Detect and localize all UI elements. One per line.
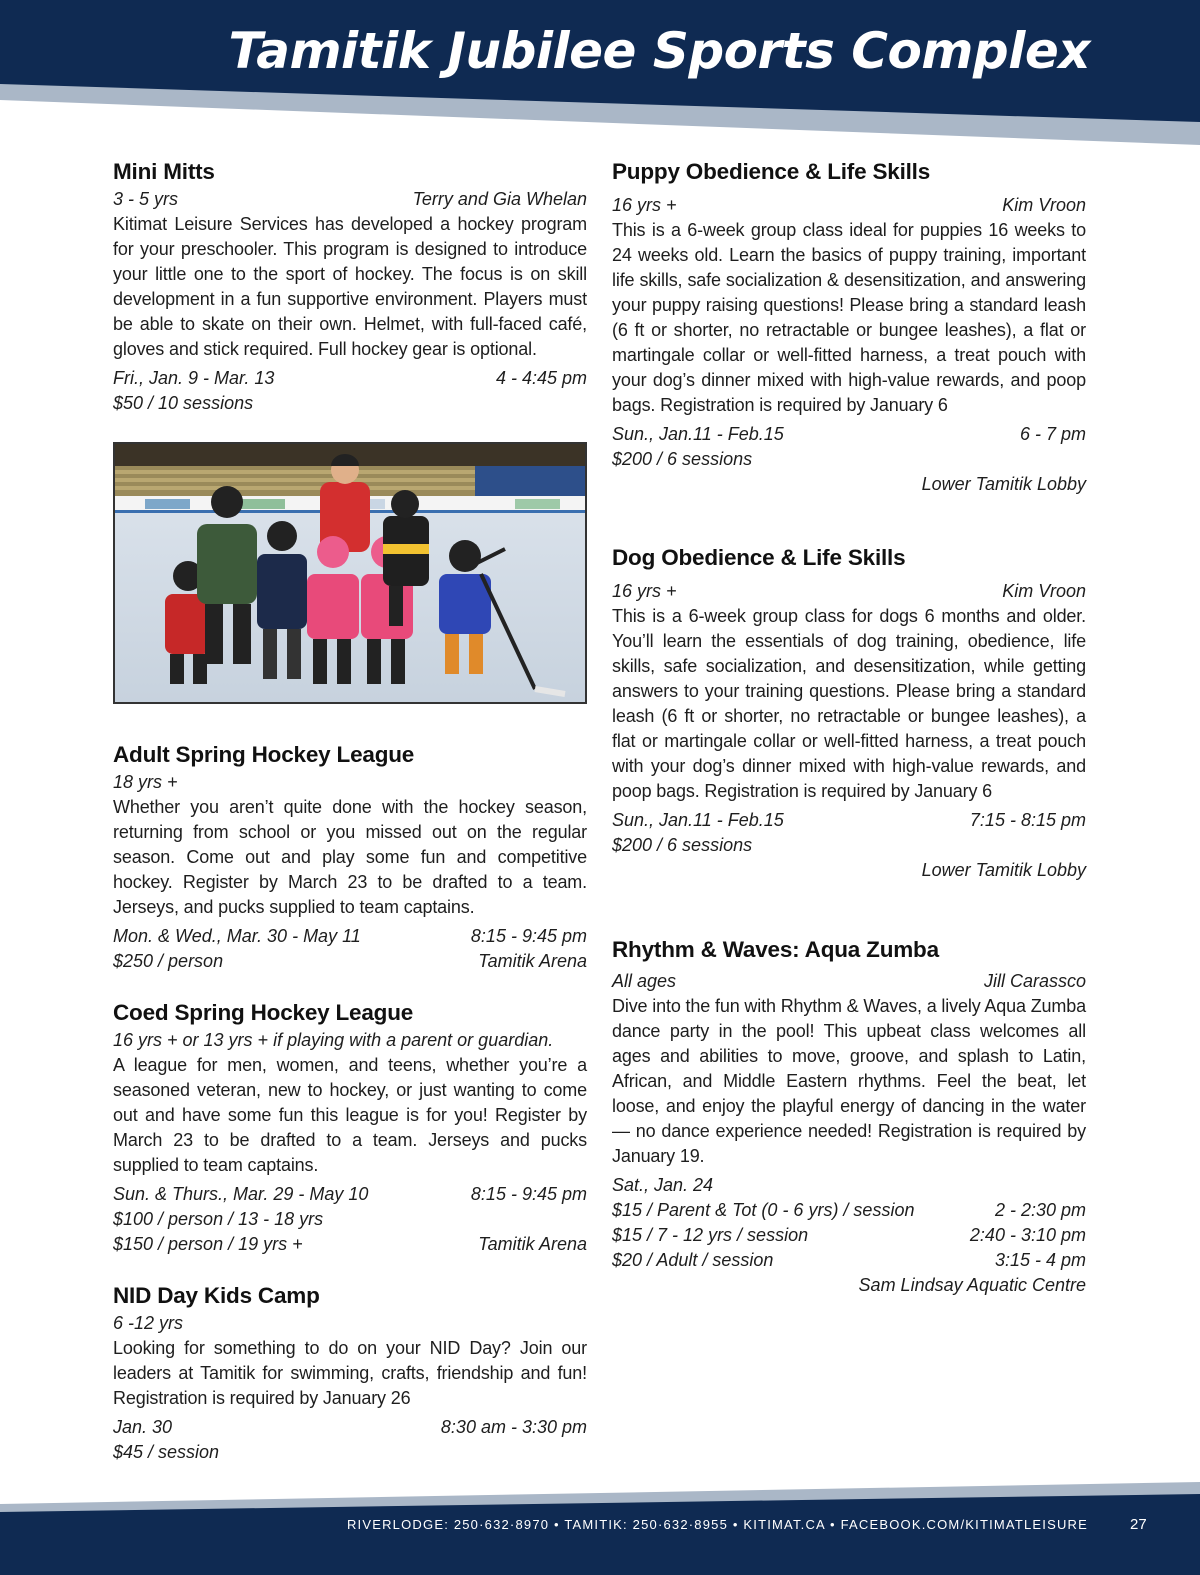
age-range: 18 yrs +: [113, 772, 178, 792]
location-row: [612, 1273, 1086, 1298]
age-instructor-row: [612, 969, 1086, 994]
section-title: Coed Spring Hockey League: [113, 1000, 414, 1025]
description: Looking for something to do on your NID Day? Join our leaders at Tamitik for swimming, crafts, friendship and fun! Registration is required by January 26: [113, 1338, 587, 1408]
price: $150 / person / 19 yrs +: [113, 1234, 303, 1254]
price: $250 / person: [113, 951, 224, 971]
section-title: Rhythm & Waves: Aqua Zumba: [612, 937, 939, 962]
price-time-row: [612, 1198, 1086, 1223]
price-location-row: [113, 1232, 587, 1257]
adult-hockey-section: [113, 740, 587, 974]
location-row: [612, 472, 1086, 497]
schedule-row: [612, 422, 1086, 447]
dates: Jan. 30: [113, 1417, 173, 1437]
time: 8:30 am - 3:30 pm: [440, 1417, 587, 1437]
instructor: Kim Vroon: [1002, 195, 1086, 215]
schedule-row: [113, 1182, 587, 1207]
price: $15 / Parent & Tot (0 - 6 yrs) / session: [612, 1200, 915, 1220]
age-range: All ages: [612, 971, 677, 991]
price: $100 / person / 13 - 18 yrs: [113, 1209, 324, 1229]
description: This is a 6-week group class ideal for puppies 16 weeks to 24 weeks old. Learn the basics of puppy training, important life skills, safe socialization & desensitization, and answering your puppy raising questions! Please bring a standard leash (6 ft or shorter, no retractable or bungee leashes), a flat or martingale collar or well-fitted harness, a treat pouch with your dog’s dinner mixed with high-value rewards, and poop bags. Registration is required by January 6: [612, 220, 1086, 415]
price: $20 / Adult / session: [612, 1250, 774, 1270]
page-title: Tamitik Jubilee Sports Complex: [228, 22, 1090, 80]
coed-hockey-section: [113, 998, 587, 1257]
dates: Sun., Jan.11 - Feb.15: [612, 424, 784, 444]
time: 6 - 7 pm: [1019, 424, 1086, 444]
time: 4 - 4:45 pm: [495, 368, 587, 388]
puppy-obedience-section: [612, 157, 1086, 497]
dates: Sun. & Thurs., Mar. 29 - May 10: [113, 1184, 369, 1204]
page-number: 27: [1130, 1516, 1147, 1533]
mini-mitts-section: [113, 157, 587, 416]
nid-camp-section: [113, 1281, 587, 1465]
age-row: [113, 1028, 587, 1053]
price: $200 / 6 sessions: [612, 835, 753, 855]
section-title: Dog Obedience & Life Skills: [612, 545, 906, 570]
dates: Mon. & Wed., Mar. 30 - May 11: [113, 926, 361, 946]
price-row: [612, 447, 1086, 472]
dog-obedience-section: [612, 543, 1086, 883]
location-row: [612, 858, 1086, 883]
age-range: 3 - 5 yrs: [113, 189, 179, 209]
section-title: Puppy Obedience & Life Skills: [612, 159, 931, 184]
age-instructor-row: [612, 579, 1086, 604]
price-row: [113, 391, 587, 416]
location: Tamitik Arena: [478, 1234, 587, 1254]
hockey-photo-illustration: [115, 444, 585, 702]
price: $15 / 7 - 12 yrs / session: [612, 1225, 809, 1245]
description: Whether you aren’t quite done with the hockey season, returning from school or you missed out on the regular season. Come out and play some fun and competitive hockey. Register by March 23 to be drafted to a team. Jerseys, and pucks supplied to team captains.: [113, 797, 587, 917]
time: 2:40 - 3:10 pm: [969, 1225, 1086, 1245]
section-title: NID Day Kids Camp: [113, 1283, 320, 1308]
age-row: [113, 770, 587, 795]
location: Tamitik Arena: [478, 951, 587, 971]
schedule-row: [612, 1173, 1086, 1198]
instructor: Terry and Gia Whelan: [412, 189, 587, 209]
time: 8:15 - 9:45 pm: [470, 1184, 587, 1204]
schedule-row: [113, 1415, 587, 1440]
instructor: Jill Carassco: [983, 971, 1086, 991]
location: Sam Lindsay Aquatic Centre: [858, 1275, 1086, 1295]
age-range: 6 -12 yrs: [113, 1313, 184, 1333]
age-row: [113, 1311, 587, 1336]
schedule-row: [113, 924, 587, 949]
page-header: [0, 0, 1200, 145]
dates: Sun., Jan.11 - Feb.15: [612, 810, 784, 830]
description: Dive into the fun with Rhythm & Waves, a lively Aqua Zumba dance party in the pool! This upbeat class welcomes all ages and abilities to move, groove, and splash to Latin, African, and Middle Eastern rhythms. Feel the beat, let loose, and enjoy the playful energy of dancing in the water — no dance experience needed! Registration is required by January 19.: [612, 996, 1086, 1166]
time: 8:15 - 9:45 pm: [470, 926, 587, 946]
dates: Sat., Jan. 24: [612, 1175, 714, 1195]
right-column: [612, 157, 1086, 1298]
time: 2 - 2:30 pm: [994, 1200, 1086, 1220]
age-range: 16 yrs +: [612, 195, 677, 215]
price: $45 / session: [113, 1442, 220, 1462]
age-range: 16 yrs +: [612, 581, 677, 601]
page-footer: [0, 1482, 1200, 1575]
aqua-zumba-section: [612, 935, 1086, 1298]
price-location-row: [113, 949, 587, 974]
time: 3:15 - 4 pm: [994, 1250, 1086, 1270]
description: A league for men, women, and teens, whether you’re a seasoned veteran, new to hockey, or just wanting to come out and have some fun this league is for you! Register by March 23 to be drafted to a team. Jerseys and pucks supplied to team captains.: [113, 1055, 587, 1175]
age-range: 16 yrs + or 13 yrs + if playing with a parent or guardian.: [113, 1030, 554, 1050]
dates: Fri., Jan. 9 - Mar. 13: [113, 368, 275, 388]
schedule-row: [113, 366, 587, 391]
description: Kitimat Leisure Services has developed a hockey program for your preschooler. This program is designed to introduce your little one to the sport of hockey. The focus is on skill development in a fun supportive environment. Players must be able to skate on their own. Helmet, with full-faced café, gloves and stick required. Full hockey gear is optional.: [113, 214, 587, 359]
footer-contact-info: RIVERLODGE: 250·632·8970 • TAMITIK: 250·632·8955 • KITIMAT.CA • FACEBOOK.COM/KITIMATLEISURE: [346, 1517, 1088, 1532]
age-instructor-row: [612, 193, 1086, 218]
time: 7:15 - 8:15 pm: [969, 810, 1086, 830]
price-row: [612, 833, 1086, 858]
instructor: Kim Vroon: [1002, 581, 1086, 601]
price-row: [113, 1440, 587, 1465]
section-title: Adult Spring Hockey League: [113, 742, 415, 767]
location: Lower Tamitik Lobby: [921, 474, 1086, 494]
age-instructor-row: [113, 187, 587, 212]
schedule-row: [612, 808, 1086, 833]
section-title: Mini Mitts: [113, 159, 215, 184]
price-time-row: [612, 1248, 1086, 1273]
price-time-row: [612, 1223, 1086, 1248]
left-column: [113, 157, 587, 1465]
location: Lower Tamitik Lobby: [921, 860, 1086, 880]
photo-kids-hockey-team: [113, 442, 587, 704]
description: This is a 6-week group class for dogs 6 months and older. You’ll learn the essentials of dog training, obedience, life skills, safe socialization, and desensitization, while getting answers to your training questions. Please bring a standard leash (6 ft or shorter, no retractable or bungee leashes), a flat or martingale collar or well-fitted harness, a treat pouch with your dog’s dinner mixed with high-value rewards, and poop bags. Registration is required by January 6: [612, 606, 1086, 801]
price: $50 / 10 sessions: [113, 393, 254, 413]
price-row: [113, 1207, 587, 1232]
price: $200 / 6 sessions: [612, 449, 753, 469]
